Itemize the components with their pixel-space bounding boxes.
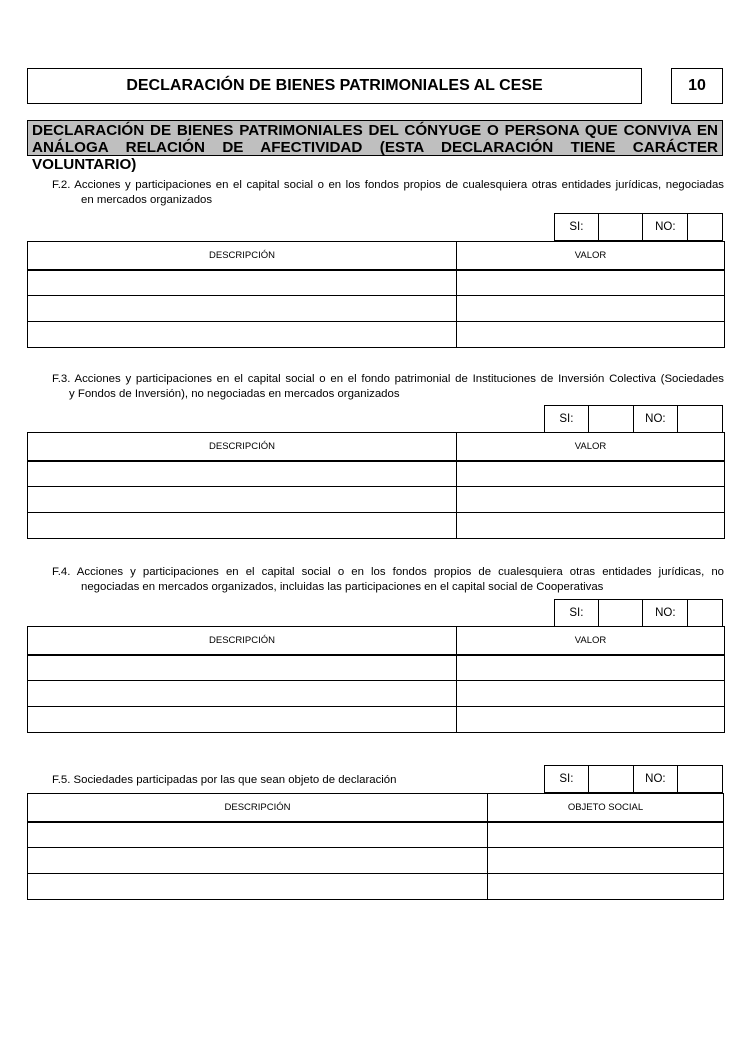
banner-line-1: DECLARACIÓN DE BIENES PATRIMONIALES DEL CÓNYUGE O PERSONA QUE CONVIVA EN	[32, 122, 718, 139]
section-f5-table	[27, 793, 724, 900]
section-f2-table	[27, 241, 725, 348]
table-row	[28, 874, 724, 900]
section-f3-no-checkbox[interactable]	[678, 406, 722, 432]
table-row	[28, 822, 724, 848]
social-object-cell[interactable]	[488, 874, 724, 900]
section-f4-table	[27, 626, 725, 733]
section-f3-title-line1: F.3. Acciones y participaciones en el capital social o en el fondo patrimonial de Instituciones de Inversión Colectiva (Sociedades	[52, 373, 724, 385]
section-f5-yes-no	[544, 765, 723, 793]
value-cell[interactable]	[457, 461, 725, 487]
section-f5-title-line1: F.5. Sociedades participadas por las que sean objeto de declaración	[52, 774, 397, 786]
table-row	[28, 707, 725, 733]
section-f3-yes-no	[544, 405, 723, 433]
page-number: 10	[688, 77, 706, 94]
section-f4-title-line1: F.4. Acciones y participaciones en el capital social o en los fondos propios de cualesquiera otras entidades jurídicas, no	[52, 566, 724, 578]
description-cell[interactable]	[28, 322, 457, 348]
column-header-description: DESCRIPCIÓN	[28, 794, 488, 822]
banner-line-2: ANÁLOGA RELACIÓN DE AFECTIVIDAD (ESTA DECLARACIÓN TIENE CARÁCTER VOLUNTARIO)	[32, 139, 718, 173]
value-cell[interactable]	[457, 487, 725, 513]
table-header-row	[28, 794, 724, 822]
column-header-value: VALOR	[457, 627, 725, 655]
value-cell[interactable]	[457, 270, 725, 296]
value-cell[interactable]	[457, 296, 725, 322]
yes-label: SI:	[545, 766, 589, 792]
section-f3-title-line2: y Fondos de Inversión), no negociadas en mercados organizados	[69, 388, 400, 400]
column-header-description: DESCRIPCIÓN	[28, 433, 457, 461]
column-header-value: VALOR	[457, 433, 725, 461]
table-row	[28, 487, 725, 513]
table-row	[28, 322, 725, 348]
section-f4-title-line2: negociadas en mercados organizados, incluidas las participaciones en el capital social de Cooperativas	[81, 581, 604, 593]
section-f5-title	[52, 773, 532, 788]
value-cell[interactable]	[457, 707, 725, 733]
table-header-row	[28, 242, 725, 270]
section-f3-table	[27, 432, 725, 539]
column-header-description: DESCRIPCIÓN	[28, 242, 457, 270]
description-cell[interactable]	[28, 707, 457, 733]
description-cell[interactable]	[28, 681, 457, 707]
form-title	[27, 68, 642, 104]
table-row	[28, 655, 725, 681]
column-header-social-object: OBJETO SOCIAL	[488, 794, 724, 822]
table-header-row	[28, 627, 725, 655]
section-f5-no-checkbox[interactable]	[678, 766, 722, 792]
section-f4-title	[52, 565, 724, 595]
social-object-cell[interactable]	[488, 848, 724, 874]
section-f2-title	[52, 178, 724, 208]
yes-label: SI:	[555, 214, 599, 240]
section-f4-yes-no	[554, 599, 723, 627]
table-row	[28, 296, 725, 322]
value-cell[interactable]	[457, 322, 725, 348]
no-label: NO:	[643, 214, 688, 240]
description-cell[interactable]	[28, 296, 457, 322]
table-row	[28, 270, 725, 296]
value-cell[interactable]	[457, 681, 725, 707]
description-cell[interactable]	[28, 822, 488, 848]
form-title-text: DECLARACIÓN DE BIENES PATRIMONIALES AL CESE	[126, 77, 543, 94]
yes-label: SI:	[555, 600, 599, 626]
column-header-description: DESCRIPCIÓN	[28, 627, 457, 655]
section-f4-yes-checkbox[interactable]	[599, 600, 644, 626]
description-cell[interactable]	[28, 655, 457, 681]
section-f2-yes-checkbox[interactable]	[599, 214, 644, 240]
section-f5-yes-checkbox[interactable]	[589, 766, 634, 792]
no-label: NO:	[634, 406, 679, 432]
section-f3-yes-checkbox[interactable]	[589, 406, 634, 432]
description-cell[interactable]	[28, 487, 457, 513]
section-f2-title-line2: en mercados organizados	[81, 194, 213, 206]
section-banner	[27, 120, 723, 173]
table-row	[28, 461, 725, 487]
no-label: NO:	[634, 766, 679, 792]
section-f3-title	[52, 372, 724, 402]
table-row	[28, 681, 725, 707]
description-cell[interactable]	[28, 874, 488, 900]
social-object-cell[interactable]	[488, 822, 724, 848]
table-row	[28, 848, 724, 874]
column-header-value: VALOR	[457, 242, 725, 270]
section-f2-yes-no	[554, 213, 723, 241]
no-label: NO:	[643, 600, 688, 626]
table-header-row	[28, 433, 725, 461]
section-f4-no-checkbox[interactable]	[688, 600, 722, 626]
page-number-box	[671, 68, 723, 104]
yes-label: SI:	[545, 406, 589, 432]
section-f2-title-line1: F.2. Acciones y participaciones en el capital social o en los fondos propios de cualesquiera otras entidades jurídicas, negociadas	[52, 179, 724, 191]
description-cell[interactable]	[28, 461, 457, 487]
value-cell[interactable]	[457, 513, 725, 539]
section-f2-no-checkbox[interactable]	[688, 214, 722, 240]
description-cell[interactable]	[28, 513, 457, 539]
description-cell[interactable]	[28, 270, 457, 296]
description-cell[interactable]	[28, 848, 488, 874]
table-row	[28, 513, 725, 539]
value-cell[interactable]	[457, 655, 725, 681]
